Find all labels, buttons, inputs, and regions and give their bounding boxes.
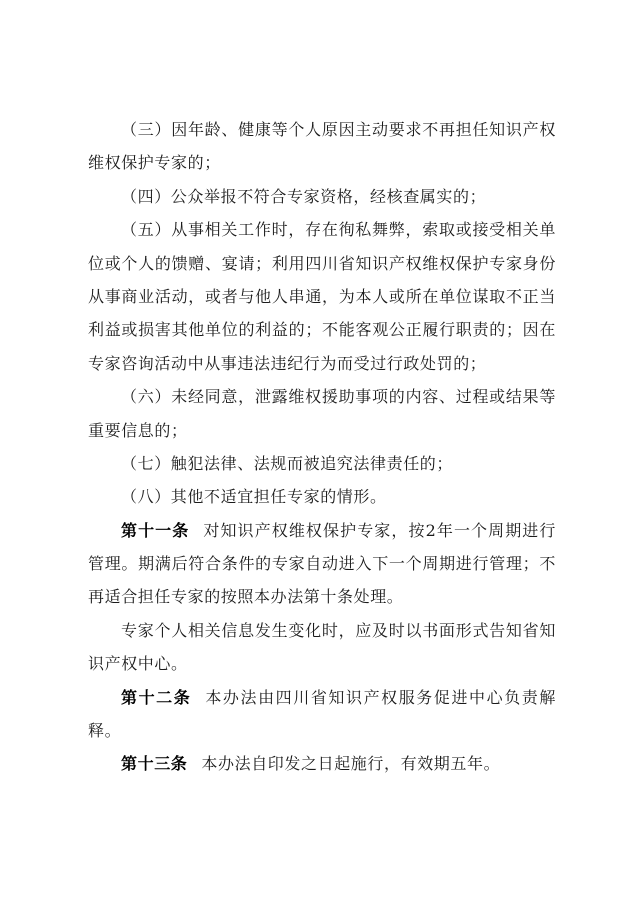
article-13-line-1 bbox=[88, 747, 556, 780]
clause-6 bbox=[88, 380, 556, 447]
clause-6-line-2: 重要信息的； bbox=[88, 420, 188, 440]
clause-3-line-2: 维权保护专家的； bbox=[88, 153, 221, 173]
clause-5-line-4: 利益或损害其他单位的利益的；不能客观公正履行职责的；因在 bbox=[88, 320, 556, 340]
expert-info-change-paragraph bbox=[88, 614, 556, 681]
article-13-text: 本办法自印发之日起施行，有效期五年。 bbox=[201, 754, 501, 774]
article-11-text: 对知识产权维权保护专家，按2年一个周期进行 bbox=[203, 520, 556, 540]
article-13-heading: 第十三条 bbox=[121, 754, 188, 774]
article-12-line-2: 释。 bbox=[88, 721, 122, 741]
clause-4-line-1: （四）公众举报不符合专家资格，经核查属实的； bbox=[121, 186, 487, 206]
clause-5-line-3: 从事商业活动，或者与他人串通，为本人或所在单位谋取不正当 bbox=[88, 286, 556, 306]
article-12-text: 本办法由四川省知识产权服务促进中心负责解 bbox=[205, 687, 556, 707]
expert-info-line-2: 识产权中心。 bbox=[88, 654, 188, 674]
article-12-heading: 第十二条 bbox=[121, 687, 192, 707]
article-13 bbox=[88, 747, 556, 780]
clause-3-line-1: （三）因年龄、健康等个人原因主动要求不再担任知识产权 bbox=[121, 120, 556, 139]
document-body bbox=[88, 113, 556, 781]
clause-7 bbox=[88, 447, 556, 480]
clause-8-line-1: （八）其他不适宜担任专家的情形。 bbox=[121, 487, 387, 507]
article-11-heading: 第十一条 bbox=[121, 520, 190, 540]
article-11-line-2: 管理。期满后符合条件的专家自动进入下一个周期进行管理；不 bbox=[88, 554, 556, 574]
article-12-line-1 bbox=[88, 681, 556, 714]
article-12 bbox=[88, 681, 556, 748]
clause-5-line-1: （五）从事相关工作时，存在徇私舞弊，索取或接受相关单 bbox=[121, 220, 556, 240]
clause-5-line-5: 专家咨询活动中从事违法违纪行为而受过行政处罚的； bbox=[88, 353, 487, 373]
clause-6-line-1: （六）未经同意，泄露维权援助事项的内容、过程或结果等 bbox=[121, 387, 556, 407]
clause-4 bbox=[88, 180, 556, 213]
clause-5 bbox=[88, 213, 556, 380]
article-11 bbox=[88, 514, 556, 614]
clause-8 bbox=[88, 480, 556, 513]
article-11-line-1 bbox=[88, 514, 556, 547]
article-11-line-3: 再适合担任专家的按照本办法第十条处理。 bbox=[88, 587, 404, 607]
clause-7-line-1: （七）触犯法律、法规而被追究法律责任的； bbox=[121, 453, 454, 473]
expert-info-line-1: 专家个人相关信息发生变化时，应及时以书面形式告知省知 bbox=[121, 620, 556, 640]
clause-3 bbox=[88, 113, 556, 180]
clause-5-line-2: 位或个人的馈赠、宴请；利用四川省知识产权维权保护专家身份 bbox=[88, 253, 556, 273]
